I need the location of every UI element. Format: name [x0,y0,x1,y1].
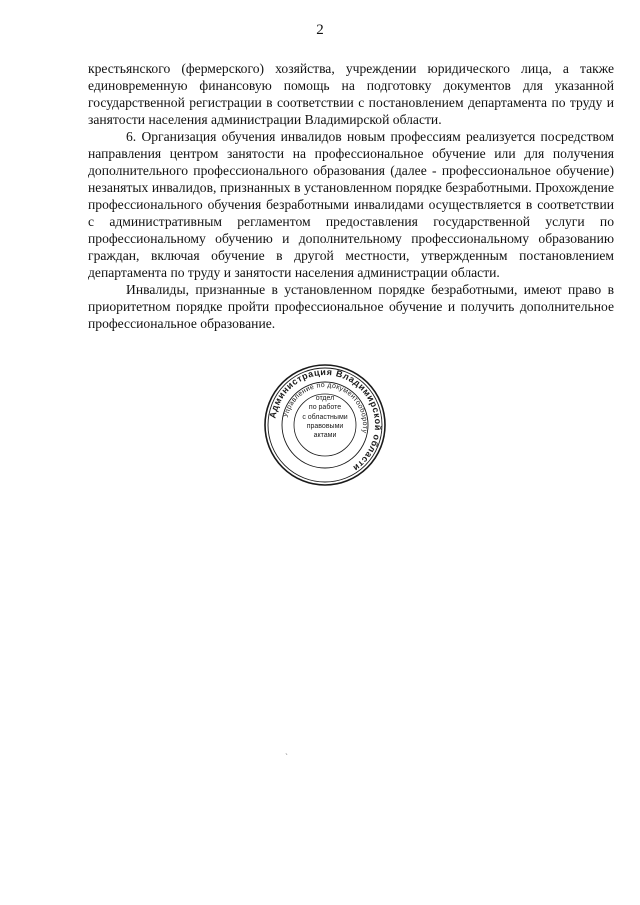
scan-artifact-mark: ` [285,752,288,762]
stamp-ring-text: Управление по документообороту [282,381,369,434]
paragraph-priority-training: Инвалиды, признанные в установленном порядке безработными, имеют право в приоритетном порядке пройти профессиональное обучение и получить дополнительное профессиональное образование. [88,282,614,331]
stamp-center-text [295,394,355,440]
stamp-center-line: по работе [308,404,342,412]
document-body [88,60,614,332]
official-stamp [263,363,387,487]
stamp-outer-text: Администрация Владимирской области [267,366,384,474]
stamp-center-line: актами [313,432,337,440]
page-number: 2 [316,22,324,38]
paragraph-continuation: крестьянского (фермерского) хозяйства, учреждении юридического лица, а также единовременную финансовую помощь на подготовку документов для указанной государственной регистрации в соответствии с постановлением департамента по труду и занятости населения администрации Владимирской области. [88,61,614,127]
stamp-center-line: правовыми [306,422,344,430]
paragraph-item-6: 6. Организация обучения инвалидов новым профессиям реализуется посредством направления центром занятости на профессиональное обучение или для получения дополнительного профессионального образования (далее - профессиональное обучение) незанятых инвалидов, признанных в установленном порядке безработными. Прохождение профессионального обучения безработными инвалидами осуществляется в соответствии с административным регламентом предоставления государственной услуги по профессиональному обучению и дополнительному профессиональному образованию граждан, включая обучение в другой местности, утвержденным постановлением департамента по труду и занятости населения администрации области. [88,129,614,280]
stamp-center-line: отдел [315,395,335,402]
stamp-center-line: с областными [302,413,348,421]
